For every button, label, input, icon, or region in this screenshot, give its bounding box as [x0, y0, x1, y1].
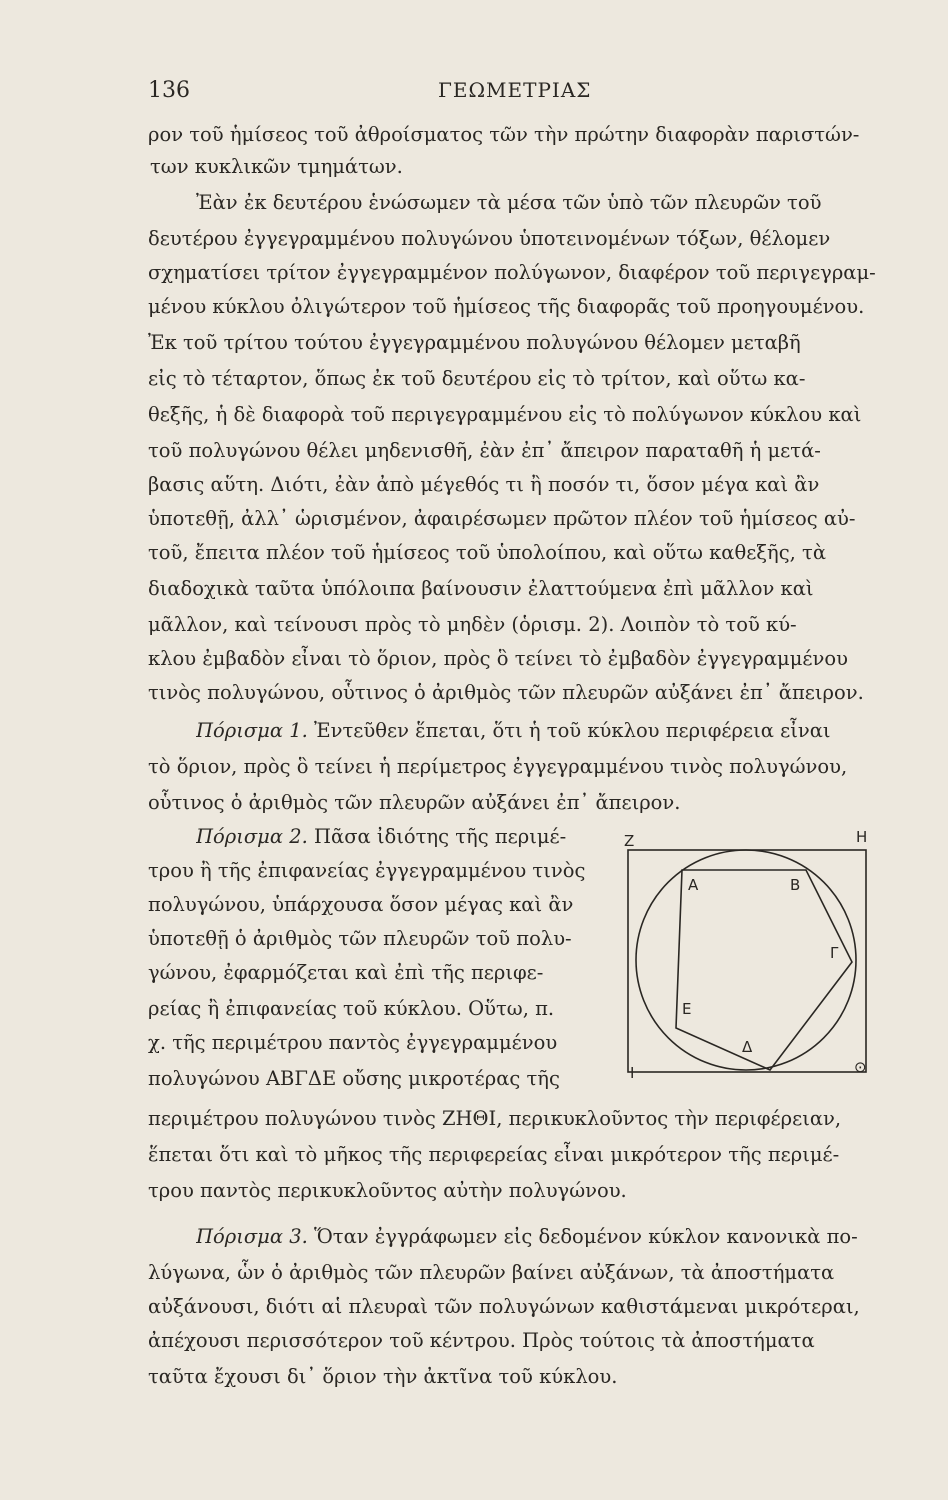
- text-line: ρον τοῦ ἡμίσεος τοῦ ἀθροίσματος τῶν τὴν πρώτην διαφορὰν παριστών-: [148, 123, 860, 146]
- page-number: 136: [148, 78, 190, 103]
- text-line: Ἐκ τοῦ τρίτου τούτου ἐγγεγραμμένου πολυγώνου θέλομεν μεταβῆ: [148, 331, 801, 354]
- corollary-1-text: Ἐντεῦθεν ἕπεται, ὅτι ἡ τοῦ κύκλου περιφέρεια εἶναι: [314, 719, 831, 742]
- text-line: ἕπεται ὅτι καὶ τὸ μῆκος τῆς περιφερείας εἶναι μικρότερον τῆς περιμέ-: [148, 1143, 840, 1166]
- label-d: Δ: [742, 1038, 753, 1056]
- text-line: ὑποτεθῇ, ἀλλ᾽ ὡρισμένον, ἀφαιρέσωμεν πρῶτον πλέον τοῦ ἡμίσεος αὐ-: [148, 507, 856, 530]
- text-line: ρείας ἢ ἐπιφανείας τοῦ κύκλου. Οὕτω, π.: [148, 997, 555, 1020]
- text-line: οὗτινος ὁ ἀριθμὸς τῶν πλευρῶν αὐξάνει ἐπ᾽ ἄπειρον.: [148, 791, 681, 814]
- figure-svg: [620, 828, 882, 1078]
- text-line: μᾶλλον, καὶ τείνουσι πρὸς τὸ μηδὲν (ὁρισμ. 2). Λοιπὸν τὸ τοῦ κύ-: [148, 613, 797, 636]
- text-line: σχηματίσει τρίτον ἐγγεγραμμένον πολύγωνον, διαφέρον τοῦ περιγεγραμ-: [148, 261, 876, 284]
- page-header: [148, 78, 878, 112]
- text-line: τὸ ὅριον, πρὸς ὃ τείνει ἡ περίμετρος ἐγγεγραμμένου τινὸς πολυγώνου,: [148, 755, 848, 778]
- text-line: κλου ἐμβαδὸν εἶναι τὸ ὅριον, πρὸς ὃ τείνει τὸ ἐμβαδὸν ἐγγεγραμμένου: [148, 647, 848, 670]
- text-line: τοῦ, ἔπειτα πλέον τοῦ ἡμίσεος τοῦ ὑπολοίπου, καὶ οὕτω καθεξῆς, τὰ: [148, 541, 827, 564]
- corollary-1-first-line: [196, 716, 883, 746]
- text-line: χ. τῆς περιμέτρου παντὸς ἐγγεγραμμένου: [148, 1031, 558, 1054]
- text-line: εἰς τὸ τέταρτον, ὅπως ἐκ τοῦ δευτέρου εἰς τὸ τρίτον, καὶ οὕτω κα-: [148, 367, 806, 390]
- corollary-2-first-line: [196, 822, 616, 852]
- label-z: Z: [624, 832, 635, 850]
- corollary-2-text: Πᾶσα ἰδιότης τῆς περιμέ-: [314, 825, 567, 848]
- text-line: δευτέρου ἐγγεγραμμένου πολυγώνου ὑποτεινομένων τόξων, θέλομεν: [148, 227, 831, 250]
- text-line: βασις αὕτη. Διότι, ἐὰν ἀπὸ μέγεθός τι ἢ ποσόν τι, ὅσον μέγα καὶ ἂν: [148, 473, 820, 496]
- text-line: τρου ἢ τῆς ἐπιφανείας ἐγγεγραμμένου τινὸς: [148, 859, 586, 882]
- circle: [636, 850, 856, 1070]
- running-title: ΓΕΩΜΕΤΡΙΑΣ: [438, 78, 592, 102]
- label-g: Γ: [830, 944, 839, 962]
- label-a: A: [688, 876, 699, 894]
- corollary-3-label: Πόρισμα 3.: [196, 1225, 308, 1248]
- text-line: τινὸς πολυγώνου, οὗτινος ὁ ἀριθμὸς τῶν πλευρῶν αὐξάνει ἐπ᾽ ἄπειρον.: [148, 681, 864, 704]
- text-line: διαδοχικὰ ταῦτα ὑπόλοιπα βαίνουσιν ἐλαττούμενα ἐπὶ μᾶλλον καὶ: [148, 577, 814, 600]
- inscribed-pentagon-ABGDE: [676, 870, 852, 1070]
- text-line: Ἐὰν ἐκ δευτέρου ἑνώσωμεν τὰ μέσα τῶν ὑπὸ τῶν πλευρῶν τοῦ: [196, 191, 822, 214]
- text-line: θεξῆς, ἡ δὲ διαφορὰ τοῦ περιγεγραμμένου εἰς τὸ πολύγωνον κύκλου καὶ: [148, 403, 862, 426]
- text-line: λύγωνα, ὧν ὁ ἀριθμὸς τῶν πλευρῶν βαίνει αὐξάνων, τὰ ἀποστήματα: [148, 1261, 835, 1284]
- text-line: τοῦ πολυγώνου θέλει μηδενισθῆ, ἐὰν ἐπ᾽ ἄπειρον παραταθῆ ἡ μετά-: [148, 439, 821, 462]
- text-line: περιμέτρου πολυγώνου τινὸς ΖΗΘΙ, περικυκλοῦντος τὴν περιφέρειαν,: [148, 1107, 842, 1130]
- text-line: πολυγώνου, ὑπάρχουσα ὅσον μέγας καὶ ἂν: [148, 893, 574, 916]
- text-line: ἀπέχουσι περισσότερον τοῦ κέντρου. Πρὸς τούτοις τὰ ἀποστήματα: [148, 1329, 815, 1352]
- text-line: μένου κύκλου ὀλιγώτερον τοῦ ἡμίσεος τῆς διαφορᾶς τοῦ προηγουμένου.: [148, 295, 865, 318]
- label-b: B: [790, 876, 801, 894]
- corollary-3-text: Ὅταν ἐγγράφωμεν εἰς δεδομένον κύκλον κανονικὰ πο-: [314, 1225, 858, 1248]
- text-line: γώνου, ἐφαρμόζεται καὶ ἐπὶ τῆς περιφε-: [148, 961, 544, 984]
- corollary-3-first-line: [196, 1222, 883, 1252]
- text-line: ταῦτα ἔχουσι δι᾽ ὅριον τὴν ἀκτῖνα τοῦ κύκλου.: [148, 1365, 618, 1388]
- label-theta: ⊙: [854, 1058, 867, 1076]
- text-line: ὑποτεθῇ ὁ ἀριθμὸς τῶν πλευρῶν τοῦ πολυ-: [148, 927, 572, 950]
- corollary-1-label: Πόρισμα 1.: [196, 719, 308, 742]
- corollary-2-label: Πόρισμα 2.: [196, 825, 308, 848]
- label-i: I: [630, 1064, 635, 1078]
- text-line: των κυκλικῶν τμημάτων.: [150, 155, 403, 178]
- text-line: πολυγώνου ΑΒΓΔΕ οὔσης μικροτέρας τῆς: [148, 1067, 560, 1090]
- text-line: αὐξάνουσι, διότι αἱ πλευραὶ τῶν πολυγώνων καθιστάμεναι μικρότεραι,: [148, 1295, 860, 1318]
- label-e: Ε: [682, 1000, 692, 1018]
- geometry-figure: [620, 828, 882, 1078]
- text-line: τρου παντὸς περικυκλοῦντος αὐτὴν πολυγώνου.: [148, 1179, 627, 1202]
- label-h: H: [856, 828, 868, 846]
